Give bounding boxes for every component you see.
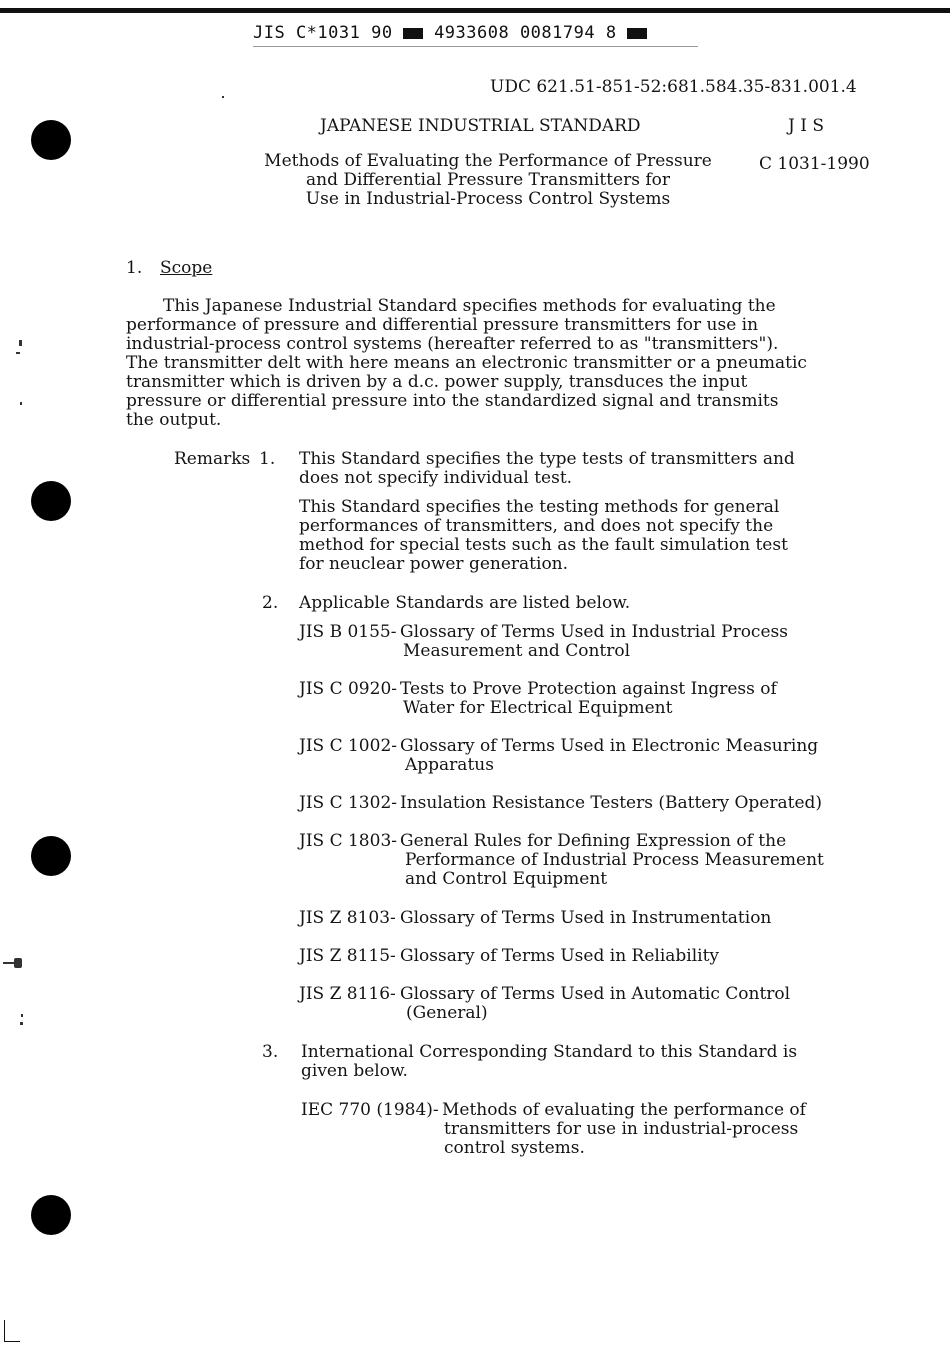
standard-title-line: General Rules for Defining Expression of the bbox=[400, 831, 787, 851]
remark-number: 3. bbox=[262, 1042, 279, 1062]
scope-line: transmitter which is driven by a d.c. power supply, transduces the input bbox=[126, 372, 748, 392]
remark-1-paragraph-2 bbox=[299, 498, 788, 574]
standard-number: C 1031-1990 bbox=[759, 154, 870, 174]
standard-title-line: Tests to Prove Protection against Ingress of bbox=[400, 679, 777, 699]
scope-line: performance of pressure and differential pressure transmitters for use in bbox=[126, 315, 759, 335]
scan-top-border bbox=[0, 8, 950, 13]
standard-title-line: Apparatus bbox=[405, 755, 494, 775]
scope-line: pressure or differential pressure into the standardized signal and transmits bbox=[126, 391, 779, 411]
scan-speck bbox=[21, 1014, 23, 1017]
standard-title-line: Measurement and Control bbox=[403, 641, 631, 661]
document-title bbox=[250, 152, 726, 209]
scan-block-mark bbox=[627, 28, 647, 39]
standard-title bbox=[400, 908, 772, 928]
standard-title bbox=[400, 946, 720, 966]
standard-title-line: Water for Electrical Equipment bbox=[403, 698, 673, 718]
udc-number: UDC 621.51-851-52:681.584.35-831.001.4 bbox=[490, 77, 857, 97]
remark-line: This Standard specifies the testing methods for general bbox=[299, 497, 780, 517]
punch-hole bbox=[31, 1195, 71, 1235]
remark-line: does not specify individual test. bbox=[299, 468, 573, 488]
standard-title bbox=[400, 831, 824, 889]
scan-speck bbox=[20, 1022, 23, 1025]
remark-line: method for special tests such as the fault simulation test bbox=[299, 535, 788, 555]
jis-mark: J I S bbox=[788, 116, 824, 136]
section-number: 1. bbox=[126, 258, 143, 278]
scope-paragraph bbox=[126, 297, 807, 430]
scan-speck bbox=[20, 402, 22, 405]
scan-header-code bbox=[253, 24, 647, 43]
punch-hole bbox=[31, 120, 71, 160]
remark-number: 2. bbox=[262, 593, 279, 613]
scope-line: industrial-process control systems (hereafter referred to as "transmitters"). bbox=[126, 334, 779, 354]
remark-line: This Standard specifies the type tests of transmitters and bbox=[299, 449, 795, 469]
scan-code-text: JIS C*1031 90 bbox=[253, 23, 393, 43]
scope-line: The transmitter delt with here means an electronic transmitter or a pneumatic bbox=[126, 353, 807, 373]
remark-2-intro: Applicable Standards are listed below. bbox=[299, 593, 631, 613]
standard-title bbox=[400, 622, 788, 661]
standard-code: JIS B 0155- bbox=[299, 622, 397, 642]
scope-line: This Japanese Industrial Standard specifies methods for evaluating the bbox=[163, 296, 776, 316]
standard-title-line: Glossary of Terms Used in Industrial Process bbox=[400, 622, 788, 642]
remarks-label: Remarks bbox=[174, 449, 251, 469]
punch-hole bbox=[31, 836, 71, 876]
standard-title-line: Glossary of Terms Used in Reliability bbox=[400, 946, 720, 966]
scan-speck bbox=[222, 96, 224, 98]
scan-edge bbox=[4, 1341, 20, 1342]
remark-line: International Corresponding Standard to this Standard is bbox=[301, 1042, 798, 1062]
scan-speck bbox=[19, 340, 22, 346]
scan-speck bbox=[16, 352, 20, 354]
scan-numbers-text: 4933608 0081794 8 bbox=[434, 23, 617, 43]
scan-speck bbox=[14, 958, 22, 968]
iec-code: IEC 770 (1984)- bbox=[301, 1100, 439, 1120]
standard-title-line: Glossary of Terms Used in Instrumentation bbox=[400, 908, 772, 928]
scope-line: the output. bbox=[126, 410, 222, 430]
standard-code: JIS C 0920- bbox=[299, 679, 397, 699]
standard-title-line: (General) bbox=[406, 1003, 488, 1023]
standard-title bbox=[400, 736, 819, 775]
standard-code: JIS C 1803- bbox=[299, 831, 397, 851]
standard-code: JIS Z 8115- bbox=[299, 946, 396, 966]
iec-title-line: control systems. bbox=[444, 1138, 585, 1158]
section-heading: Scope bbox=[160, 258, 213, 278]
standard-org: JAPANESE INDUSTRIAL STANDARD bbox=[320, 116, 641, 136]
title-line: Use in Industrial-Process Control Systems bbox=[305, 189, 671, 209]
standard-title-line: Glossary of Terms Used in Automatic Control bbox=[400, 984, 791, 1004]
standard-title bbox=[400, 793, 823, 813]
standard-title-line: and Control Equipment bbox=[405, 869, 608, 889]
remark-3-intro bbox=[301, 1043, 797, 1081]
punch-hole bbox=[31, 481, 71, 521]
remark-line: performances of transmitters, and does not specify the bbox=[299, 516, 774, 536]
iec-title bbox=[444, 1101, 806, 1158]
standard-code: JIS C 1002- bbox=[299, 736, 397, 756]
iec-title-line: transmitters for use in industrial-process bbox=[444, 1119, 799, 1139]
standard-title-line: Performance of Industrial Process Measurement bbox=[405, 850, 824, 870]
standard-title-line: Insulation Resistance Testers (Battery Operated) bbox=[400, 793, 823, 813]
standard-title bbox=[400, 679, 777, 718]
title-line: and Differential Pressure Transmitters for bbox=[305, 170, 671, 190]
remark-number: 1. bbox=[259, 449, 276, 469]
standard-title-line: Glossary of Terms Used in Electronic Measuring bbox=[400, 736, 819, 756]
scan-edge bbox=[4, 1320, 5, 1342]
standard-code: JIS Z 8103- bbox=[299, 908, 396, 928]
scan-block-mark bbox=[403, 28, 423, 39]
remark-line: given below. bbox=[301, 1061, 408, 1081]
title-line: Methods of Evaluating the Performance of Pressure bbox=[264, 151, 712, 171]
remark-line: for neuclear power generation. bbox=[299, 554, 569, 574]
remark-1-paragraph bbox=[299, 450, 795, 488]
iec-title-line: Methods of evaluating the performance of bbox=[442, 1100, 806, 1120]
standard-title bbox=[400, 984, 791, 1023]
standard-code: JIS Z 8116- bbox=[299, 984, 396, 1004]
scan-underline bbox=[253, 46, 698, 47]
standard-code: JIS C 1302- bbox=[299, 793, 397, 813]
